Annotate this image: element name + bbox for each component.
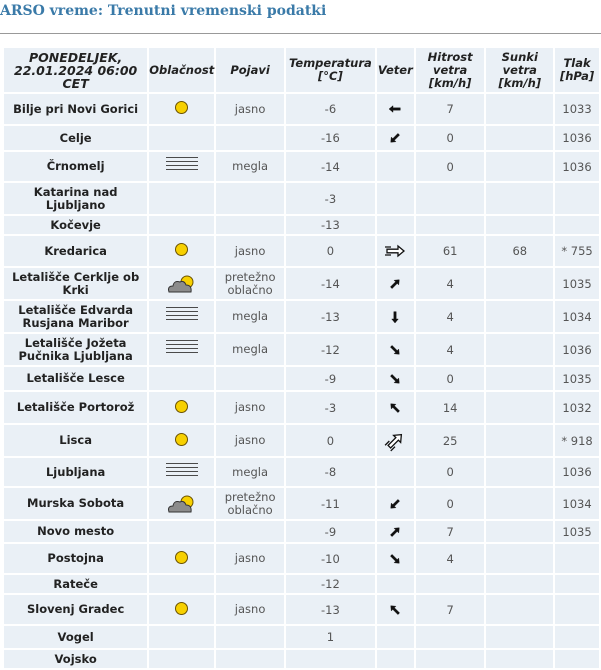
table-row (4, 94, 599, 124)
temperature-cell: -3 (286, 392, 375, 423)
wind-speed-cell: 4 (416, 268, 485, 299)
cloudiness-cell (149, 650, 214, 668)
cloudiness-cell (149, 126, 214, 150)
temperature-cell: -13 (286, 595, 375, 624)
wind-speed-cell: 7 (416, 94, 485, 124)
pressure-cell: 1035 (555, 268, 599, 299)
arrow-west-icon (377, 101, 414, 117)
station-name: Vogel (4, 626, 147, 648)
weather-table (2, 46, 601, 670)
cloudiness-cell (149, 425, 214, 456)
arrow-southwest-icon (377, 496, 414, 512)
wind-direction-cell (377, 575, 414, 593)
phenomena-cell: megla (216, 458, 284, 486)
arrow-east-strong-icon (377, 239, 414, 263)
fog-icon (166, 463, 198, 479)
fog-icon (166, 157, 198, 173)
temperature-cell: -14 (286, 152, 375, 181)
wind-gust-cell (486, 94, 553, 124)
phenomena-cell: jasno (216, 94, 284, 124)
station-name: Slovenj Gradec (4, 595, 147, 624)
header-row (4, 48, 599, 92)
phenomena-cell: megla (216, 301, 284, 332)
wind-speed-cell: 25 (416, 425, 485, 456)
col-header-wind: Veter (377, 48, 414, 92)
wind-speed-cell: 0 (416, 367, 485, 390)
wind-speed-cell: 4 (416, 544, 485, 573)
col-header-temperature: Temperatura [°C] (286, 48, 375, 92)
station-name: Katarina nad Ljubljano (4, 183, 147, 214)
wind-speed-cell: 7 (416, 595, 485, 624)
wind-gust-cell (486, 626, 553, 648)
partly-cloudy-icon (149, 274, 214, 294)
cloudiness-cell (149, 544, 214, 573)
cloudiness-cell (149, 301, 214, 332)
phenomena-cell: megla (216, 334, 284, 365)
cloudiness-cell (149, 334, 214, 365)
cloudiness-cell (149, 595, 214, 624)
station-name: Letališče Cerklje ob Krki (4, 268, 147, 299)
sun-icon (175, 602, 188, 615)
phenomena-cell: jasno (216, 544, 284, 573)
wind-direction-cell (377, 595, 414, 624)
wind-speed-cell (416, 575, 485, 593)
phenomena-cell: jasno (216, 425, 284, 456)
phenomena-cell (216, 183, 284, 214)
cloudiness-cell (149, 152, 214, 181)
station-name: Kredarica (4, 236, 147, 266)
wind-gust-cell (486, 488, 553, 519)
station-name: Vojsko (4, 650, 147, 668)
pressure-cell (555, 626, 599, 648)
temperature-cell: -10 (286, 544, 375, 573)
wind-direction-cell (377, 334, 414, 365)
pressure-cell: 1035 (555, 521, 599, 542)
wind-direction-cell (377, 458, 414, 486)
table-row (4, 650, 599, 668)
pressure-cell: 1034 (555, 488, 599, 519)
pressure-cell: * 755 (555, 236, 599, 266)
station-name: Črnomelj (4, 152, 147, 181)
col-header-wind-speed: Hitrost vetra [km/h] (416, 48, 485, 92)
cloudiness-cell (149, 367, 214, 390)
wind-direction-cell (377, 425, 414, 456)
table-row (4, 216, 599, 234)
pressure-cell (555, 575, 599, 593)
fog-icon (166, 340, 198, 356)
wind-speed-cell (416, 216, 485, 234)
phenomena-cell (216, 367, 284, 390)
arrow-northeast-icon (377, 276, 414, 292)
wind-speed-cell: 14 (416, 392, 485, 423)
title-divider (0, 33, 601, 34)
temperature-cell: 0 (286, 425, 375, 456)
table-row (4, 458, 599, 486)
wind-direction-cell (377, 126, 414, 150)
fog-icon (166, 307, 198, 323)
phenomena-cell: megla (216, 152, 284, 181)
station-name: Letališče Jožeta Pučnika Ljubljana (4, 334, 147, 365)
table-row (4, 334, 599, 365)
temperature-cell: -13 (286, 216, 375, 234)
arrow-northeast-icon (377, 524, 414, 540)
wind-gust-cell (486, 650, 553, 668)
table-row (4, 425, 599, 456)
table-row (4, 236, 599, 266)
pressure-cell: * 918 (555, 425, 599, 456)
wind-direction-cell (377, 236, 414, 266)
temperature-cell: -6 (286, 94, 375, 124)
temperature-cell: 1 (286, 626, 375, 648)
wind-speed-cell: 0 (416, 152, 485, 181)
wind-direction-cell (377, 183, 414, 214)
temperature-cell: -9 (286, 367, 375, 390)
wind-direction-cell (377, 216, 414, 234)
pressure-cell: 1036 (555, 458, 599, 486)
wind-gust-cell (486, 334, 553, 365)
station-name: Novo mesto (4, 521, 147, 542)
table-row (4, 301, 599, 332)
temperature-cell: -9 (286, 521, 375, 542)
wind-direction-cell (377, 152, 414, 181)
wind-gust-cell (486, 183, 553, 214)
wind-gust-cell (486, 458, 553, 486)
pressure-cell: 1033 (555, 94, 599, 124)
arrow-northwest-icon (377, 400, 414, 416)
cloudiness-cell (149, 216, 214, 234)
cloudiness-cell (149, 521, 214, 542)
arrow-southwest-icon (377, 130, 414, 146)
cloudiness-cell (149, 575, 214, 593)
table-row (4, 626, 599, 648)
pressure-cell (555, 183, 599, 214)
station-name: Letališče Portorož (4, 392, 147, 423)
phenomena-cell: jasno (216, 392, 284, 423)
pressure-cell (555, 544, 599, 573)
wind-gust-cell (486, 575, 553, 593)
temperature-cell: -8 (286, 458, 375, 486)
wind-speed-cell: 0 (416, 126, 485, 150)
cloudiness-cell (149, 236, 214, 266)
cloudiness-cell (149, 94, 214, 124)
pressure-cell: 1035 (555, 367, 599, 390)
wind-speed-cell: 7 (416, 521, 485, 542)
temperature-cell: -12 (286, 334, 375, 365)
phenomena-cell (216, 521, 284, 542)
arrow-southeast-icon (377, 342, 414, 358)
wind-speed-cell: 61 (416, 236, 485, 266)
station-name: Celje (4, 126, 147, 150)
wind-direction-cell (377, 301, 414, 332)
wind-direction-cell (377, 392, 414, 423)
table-row (4, 488, 599, 519)
table-row (4, 268, 599, 299)
cloudiness-cell (149, 183, 214, 214)
wind-direction-cell (377, 650, 414, 668)
pressure-cell: 1032 (555, 392, 599, 423)
phenomena-cell: pretežno oblačno (216, 488, 284, 519)
wind-gust-cell (486, 595, 553, 624)
sun-icon (175, 551, 188, 564)
wind-gust-cell (486, 268, 553, 299)
station-name: Letališče Edvarda Rusjana Maribor (4, 301, 147, 332)
pressure-cell (555, 216, 599, 234)
wind-gust-cell (486, 301, 553, 332)
phenomena-cell (216, 575, 284, 593)
wind-gust-cell: 68 (486, 236, 553, 266)
station-name: Bilje pri Novi Gorici (4, 94, 147, 124)
arrow-northeast-strong-icon (377, 429, 414, 453)
sun-icon (175, 433, 188, 446)
wind-gust-cell (486, 126, 553, 150)
wind-gust-cell (486, 152, 553, 181)
table-row (4, 392, 599, 423)
phenomena-cell: pretežno oblačno (216, 268, 284, 299)
wind-direction-cell (377, 488, 414, 519)
wind-direction-cell (377, 94, 414, 124)
table-row (4, 595, 599, 624)
station-name: Murska Sobota (4, 488, 147, 519)
table-row (4, 126, 599, 150)
wind-speed-cell: 4 (416, 301, 485, 332)
pressure-cell (555, 650, 599, 668)
arrow-northwest-icon (377, 602, 414, 618)
wind-speed-cell: 4 (416, 334, 485, 365)
temperature-cell: -11 (286, 488, 375, 519)
wind-direction-cell (377, 367, 414, 390)
temperature-cell: -16 (286, 126, 375, 150)
wind-direction-cell (377, 268, 414, 299)
cloudiness-cell (149, 392, 214, 423)
wind-speed-cell: 0 (416, 458, 485, 486)
partly-cloudy-icon (149, 494, 214, 514)
wind-gust-cell (486, 367, 553, 390)
sun-icon (175, 400, 188, 413)
phenomena-cell: jasno (216, 236, 284, 266)
station-name: Ljubljana (4, 458, 147, 486)
table-row (4, 544, 599, 573)
phenomena-cell (216, 650, 284, 668)
table-row (4, 575, 599, 593)
cloudiness-cell (149, 268, 214, 299)
pressure-cell: 1036 (555, 152, 599, 181)
arrow-southeast-icon (377, 551, 414, 567)
wind-speed-cell (416, 650, 485, 668)
wind-direction-cell (377, 544, 414, 573)
cloudiness-cell (149, 458, 214, 486)
sun-icon (175, 243, 188, 256)
wind-gust-cell (486, 392, 553, 423)
wind-speed-cell (416, 626, 485, 648)
table-row (4, 183, 599, 214)
wind-speed-cell (416, 183, 485, 214)
arrow-south-icon (377, 309, 414, 325)
wind-gust-cell (486, 425, 553, 456)
temperature-cell: 0 (286, 236, 375, 266)
temperature-cell: -13 (286, 301, 375, 332)
phenomena-cell (216, 626, 284, 648)
temperature-cell: -12 (286, 575, 375, 593)
pressure-cell: 1034 (555, 301, 599, 332)
col-header-gusts: Sunki vetra [km/h] (486, 48, 553, 92)
date-header: PONEDELJEK, 22.01.2024 06:00 CET (4, 48, 147, 92)
table-row (4, 152, 599, 181)
temperature-cell (286, 650, 375, 668)
phenomena-cell (216, 126, 284, 150)
sun-icon (175, 101, 188, 114)
pressure-cell (555, 595, 599, 624)
station-name: Kočevje (4, 216, 147, 234)
phenomena-cell (216, 216, 284, 234)
station-name: Letališče Lesce (4, 367, 147, 390)
table-row (4, 367, 599, 390)
page-title: ARSO vreme: Trenutni vremenski podatki (0, 3, 327, 19)
station-name: Lisca (4, 425, 147, 456)
pressure-cell: 1036 (555, 126, 599, 150)
arrow-southeast-icon (377, 371, 414, 387)
temperature-cell: -3 (286, 183, 375, 214)
wind-gust-cell (486, 216, 553, 234)
phenomena-cell: jasno (216, 595, 284, 624)
col-header-cloudiness: Oblačnost (149, 48, 214, 92)
col-header-pressure: Tlak [hPa] (555, 48, 599, 92)
pressure-cell: 1036 (555, 334, 599, 365)
station-name: Postojna (4, 544, 147, 573)
station-name: Rateče (4, 575, 147, 593)
wind-gust-cell (486, 544, 553, 573)
wind-direction-cell (377, 521, 414, 542)
col-header-phenomena: Pojavi (216, 48, 284, 92)
cloudiness-cell (149, 626, 214, 648)
table-row (4, 521, 599, 542)
wind-direction-cell (377, 626, 414, 648)
cloudiness-cell (149, 488, 214, 519)
temperature-cell: -14 (286, 268, 375, 299)
wind-speed-cell: 0 (416, 488, 485, 519)
wind-gust-cell (486, 521, 553, 542)
